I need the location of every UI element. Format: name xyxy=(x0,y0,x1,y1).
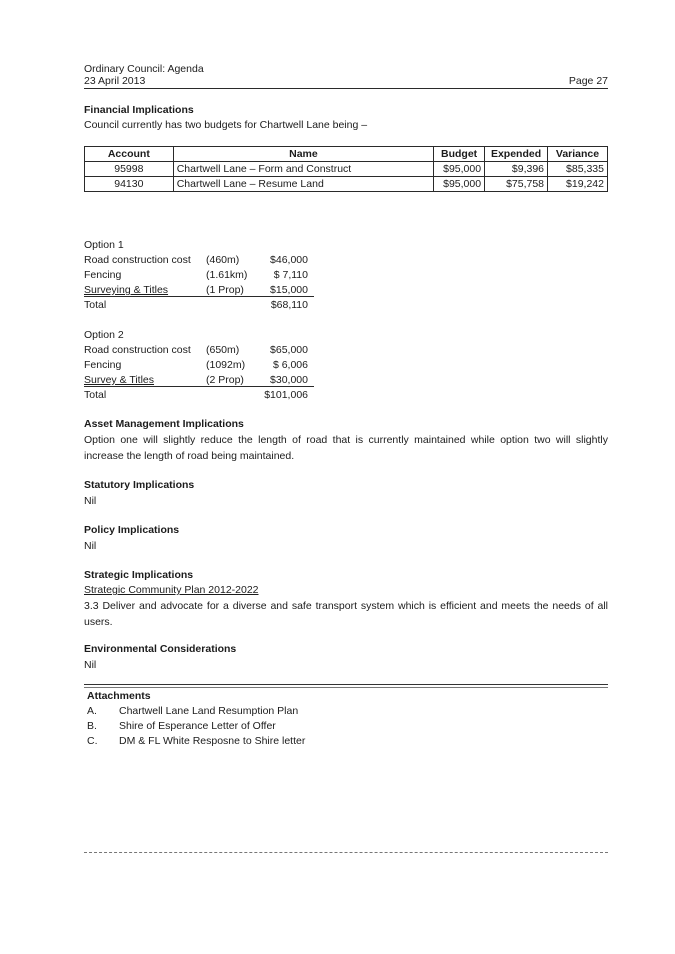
page-number: Page 27 xyxy=(568,75,608,87)
list-item xyxy=(87,704,407,719)
option-2-title xyxy=(84,328,314,343)
strategic-heading: Strategic Implications xyxy=(84,569,194,581)
asset-heading: Asset Management Implications xyxy=(84,418,244,430)
asset-text: Option one will slightly reduce the length of road that is currently maintained while option two will slightly increase the length of road being maintained. xyxy=(84,434,608,462)
variance-cell: $85,335 xyxy=(548,162,608,177)
cost-quantity: (1.61km) xyxy=(206,269,248,281)
agenda-date: 23 April 2013 xyxy=(84,75,146,87)
expended-cell: $75,758 xyxy=(485,177,548,192)
list-item xyxy=(84,283,314,298)
cost-amount: $46,000 xyxy=(270,254,308,266)
cost-label: Surveying & Titles xyxy=(84,284,169,296)
list-item xyxy=(87,734,407,749)
list-item xyxy=(84,268,314,283)
environmental-heading: Environmental Considerations xyxy=(84,643,237,655)
statutory-heading: Statutory Implications xyxy=(84,479,195,491)
list-item xyxy=(84,373,314,388)
statutory-text: Nil xyxy=(84,495,97,507)
total-label: Total xyxy=(84,299,107,311)
column-header-variance: Variance xyxy=(548,147,608,162)
budget-cell: $95,000 xyxy=(434,162,485,177)
strategic-plan-title: Strategic Community Plan 2012-2022 xyxy=(84,584,259,596)
cost-amount: $ 6,006 xyxy=(272,359,308,371)
list-item xyxy=(84,343,314,358)
cost-amount: $ 7,110 xyxy=(273,269,308,281)
policy-heading: Policy Implications xyxy=(84,524,180,536)
attachment-letter: A. xyxy=(87,705,97,717)
column-header-account: Account xyxy=(85,147,174,162)
cost-amount: $65,000 xyxy=(270,344,308,356)
option-1-title xyxy=(84,238,314,253)
attachments-heading: Attachments xyxy=(87,690,151,702)
financial-heading: Financial Implications xyxy=(84,104,194,116)
attachment-letter: B. xyxy=(87,720,97,732)
total-row xyxy=(84,388,314,403)
footer-divider xyxy=(84,852,608,853)
cost-quantity: (650m) xyxy=(206,344,240,356)
strategic-text: 3.3 Deliver and advocate for a diverse and safe transport system which is efficient and meets the needs of all users. xyxy=(84,600,608,628)
option-title: Option 1 xyxy=(84,239,124,251)
budget-cell: $95,000 xyxy=(434,177,485,192)
list-item xyxy=(87,719,407,734)
account-cell: 94130 xyxy=(85,177,174,192)
table-row xyxy=(85,177,608,192)
cost-quantity: (1092m) xyxy=(206,359,246,371)
section-divider xyxy=(84,684,608,688)
subtotal-rule xyxy=(84,296,314,297)
cost-quantity: (460m) xyxy=(206,254,240,266)
cost-amount: $15,000 xyxy=(270,284,308,296)
column-header-budget: Budget xyxy=(434,147,485,162)
option-1-block xyxy=(84,238,314,313)
account-cell: 95998 xyxy=(85,162,174,177)
table-header-row xyxy=(85,147,608,162)
policy-text: Nil xyxy=(84,540,97,552)
attachments-list xyxy=(87,704,407,749)
total-row xyxy=(84,298,314,313)
list-item xyxy=(84,358,314,373)
column-header-name: Name xyxy=(173,147,433,162)
cost-label: Fencing xyxy=(84,269,122,281)
agenda-title: Ordinary Council: Agenda xyxy=(84,63,204,75)
attachment-letter: C. xyxy=(87,735,98,747)
subtotal-rule xyxy=(84,386,314,387)
attachment-title: Shire of Esperance Letter of Offer xyxy=(119,720,276,732)
total-amount: $68,110 xyxy=(270,299,308,311)
cost-quantity: (1 Prop) xyxy=(206,284,244,296)
budget-table xyxy=(84,146,608,192)
column-header-expended: Expended xyxy=(485,147,548,162)
cost-label: Road construction cost xyxy=(84,344,191,356)
financial-intro: Council currently has two budgets for Chartwell Lane being – xyxy=(84,119,368,131)
name-cell: Chartwell Lane – Resume Land xyxy=(173,177,433,192)
cost-amount: $30,000 xyxy=(270,374,308,386)
name-cell: Chartwell Lane – Form and Construct xyxy=(173,162,433,177)
environmental-text: Nil xyxy=(84,659,97,671)
option-title: Option 2 xyxy=(84,329,124,341)
option-2-block xyxy=(84,328,314,403)
expended-cell: $9,396 xyxy=(485,162,548,177)
attachment-title: Chartwell Lane Land Resumption Plan xyxy=(119,705,299,717)
variance-cell: $19,242 xyxy=(548,177,608,192)
table-row xyxy=(85,162,608,177)
list-item xyxy=(84,253,314,268)
header-divider xyxy=(84,88,608,89)
total-label: Total xyxy=(84,389,107,401)
cost-label: Road construction cost xyxy=(84,254,191,266)
cost-label: Fencing xyxy=(84,359,122,371)
total-amount: $101,006 xyxy=(264,389,308,401)
cost-label: Survey & Titles xyxy=(84,374,155,386)
attachment-title: DM & FL White Resposne to Shire letter xyxy=(119,735,306,747)
cost-quantity: (2 Prop) xyxy=(206,374,244,386)
